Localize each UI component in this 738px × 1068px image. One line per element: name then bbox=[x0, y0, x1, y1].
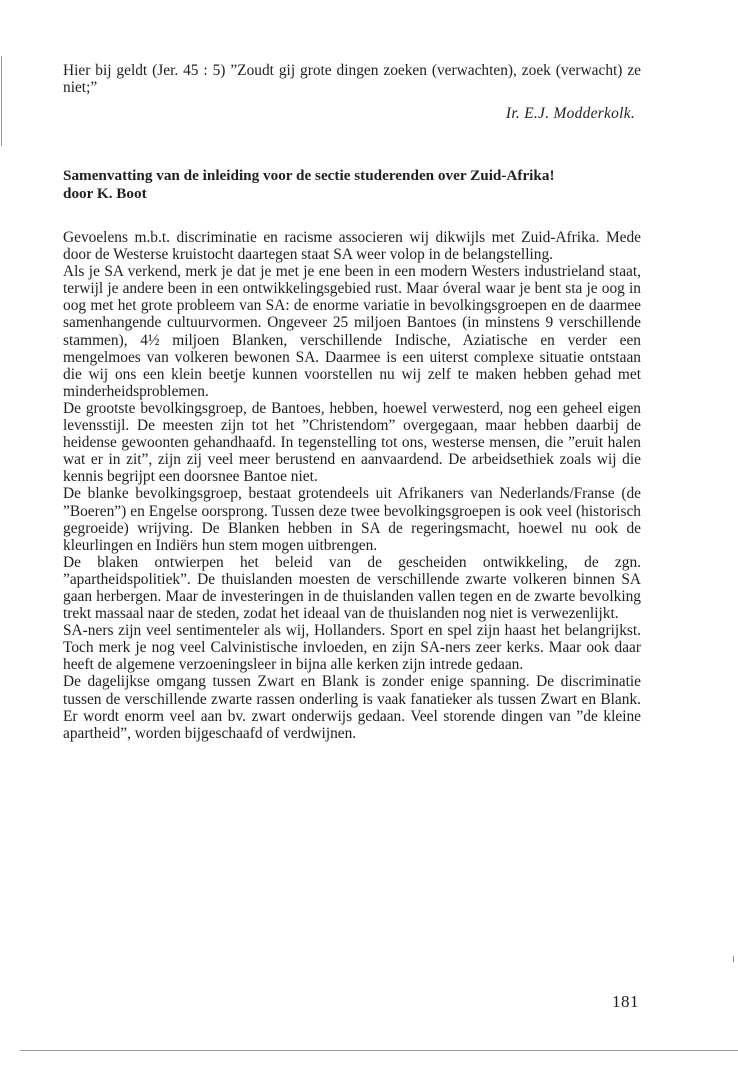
scan-edge-line bbox=[1, 56, 2, 146]
body-paragraph: De grootste bevolkingsgroep, de Bantoes, hebben, hoewel verwesterd, nog een geheel eigen levensstijl. De meesten zijn tot het ”Christendom” overgegaan, maar hebben daarbij de heidense gewoonten gehandhaafd. In tegenstelling tot ons, westerse mensen, die ”eruit halen wat er in zit”, zijn zij veel meer berustend en aanvaardend. De arbeidsethiek zoals wij die kennis begrijpt een doorsnee Bantoe niet. bbox=[63, 399, 641, 486]
body-paragraph: De blanke bevolkingsgroep, bestaat grotendeels uit Afrikaners van Nederlands/Franse (de ”Boeren”) en Engelse oorsprong. Tussen deze twee bevolkingsgroepen is ook veel (historisch gegroeide) wrijving. De Blanken hebben in SA de regeringsmacht, hoewel nu ook de kleurlingen en Indiërs hun stem mogen uitbrengen. bbox=[63, 485, 641, 554]
article-body bbox=[63, 229, 641, 742]
body-paragraph: De dagelijkse omgang tussen Zwart en Blank is zonder enige spanning. De discriminatie tussen de verschillende zwarte rassen onderling is vaak fanatieker als tussen Zwart en Blank. Er wordt enorm veel aan bv. zwart onderwijs gedaan. Veel storende dingen van ”de kleine apartheid”, worden bijgeschaafd of verdwijnen. bbox=[63, 673, 641, 742]
body-paragraph: De blaken ontwierpen het beleid van de gescheiden ontwikkeling, de zgn. ”apartheidspolitiek”. De thuislanden moesten de verschillende zwarte volkeren binnen SA gaan herbergen. Maar de investeringen in de thuislanden vallen tegen en de zwarte bevolking trekt massaal naar de steden, zodat het ideaal van de thuislanden nog niet is verwezenlijkt. bbox=[63, 553, 641, 623]
body-paragraph: Als je SA verkend, merk je dat je met je ene been in een modern Westers industrieland staat, terwijl je andere been in een ontwikkelingsgebied rust. Maar óveral waar je bent sta je oog in oog met het grote probleem van SA: de enorme variatie in bevolkingsgroepen en de daarmee samenhangende cultuurvormen. Ongeveer 25 miljoen Bantoes (in minstens 9 verschillende stammen), 4½ miljoen Blanken, verschillende Indische, Aziatische en verder een mengelmoes van volkeren bewonen SA. Daarmee is een uiterst complexe situatie ontstaan die wij ons een klein beetje kunnen voorstellen nu wij zelf te maken hebben gehad met minderheidsproblemen. bbox=[63, 263, 641, 400]
article-title: Samenvatting van de inleiding voor de sectie studerenden over Zuid-Afrika! bbox=[63, 167, 555, 184]
page-number: 181 bbox=[612, 992, 639, 1011]
body-paragraph: Gevoelens m.b.t. discriminatie en racisme associeren wij dikwijls met Zuid-Afrika. Mede door de Westerse kruistocht daartegen staat SA weer volop in de belangstelling. bbox=[63, 229, 641, 264]
article-heading bbox=[63, 167, 643, 203]
article-author: door K. Boot bbox=[63, 185, 147, 202]
intro-paragraph bbox=[63, 62, 641, 96]
scan-bottom-line bbox=[20, 1050, 738, 1051]
author-signature: Ir. E.J. Modderkolk. bbox=[505, 105, 635, 122]
intro-text: Hier bij geldt (Jer. 45 : 5) ”Zoudt gij grote dingen zoeken (verwachten), zoek (verwacht) ze niet;” bbox=[63, 62, 641, 97]
body-paragraph: SA-ners zijn veel sentimenteler als wij, Hollanders. Sport en spel zijn haast het belangrijkst. Toch merk je nog veel Calvinistische invloeden, en zijn SA-ners zeer kerks. Maar ook daar heeft de algemene verzoeningsleer in bijna alle kerken zijn intrede gedaan. bbox=[63, 622, 641, 674]
scan-speck bbox=[733, 956, 734, 962]
